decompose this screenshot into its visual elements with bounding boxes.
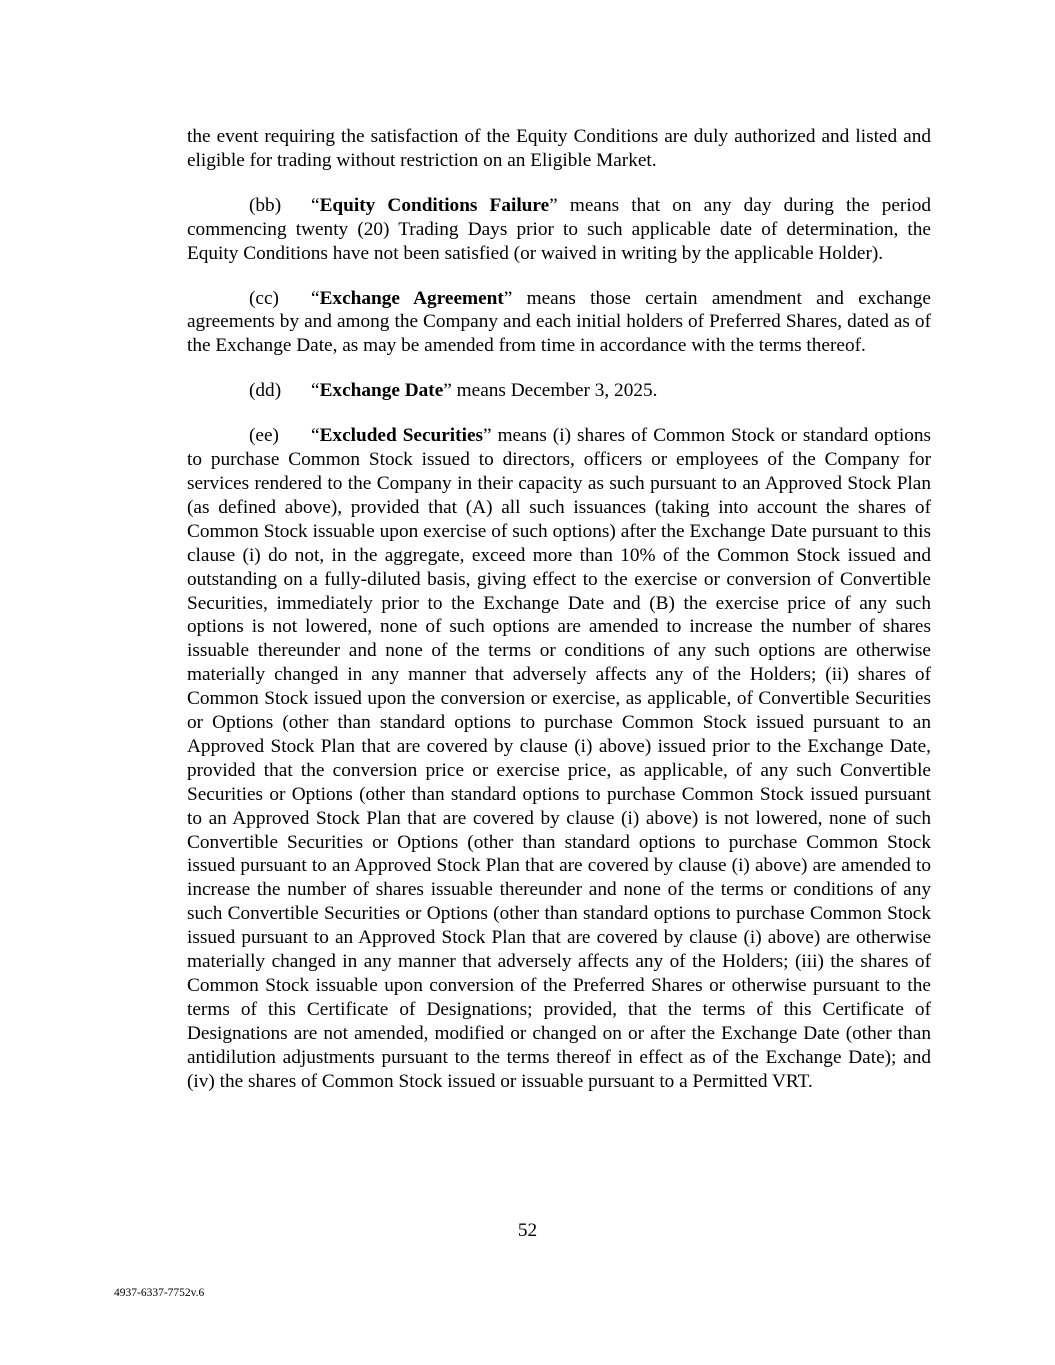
defined-term: Excluded Securities <box>319 425 484 447</box>
definition-label: (dd) <box>249 380 282 402</box>
open-quote: “ <box>311 287 320 309</box>
page-number: 52 <box>517 1220 538 1241</box>
document-body <box>187 125 931 1115</box>
defined-term: Equity Conditions Failure <box>319 194 550 216</box>
definition-text: means those certain amendment and exchange agreements by and among the Company and each initial holders of Preferred Shares, dated as of the Exchange Date, as may be amended from time in accordance with the terms thereof. <box>187 287 931 357</box>
definition-text: means (i) shares of Common Stock or standard options to purchase Common Stock issued to directors, officers or employees of the Company for services rendered to the Company in their capacity as such pursuant to an Approved Stock Plan (as defined above), provided that (A) all such issuances (taking into account the shares of Common Stock issuable upon exercise of such options) after the Exchange Date pursuant to this clause (i) do not, in the aggregate, exceed more than 10% of the Common Stock issued and outstanding on a fully-diluted basis, giving effect to the exercise or conversion of Convertible Securities, immediately prior to the Exchange Date and (B) the exercise price of any such options is not lowered, none of such options are amended to increase the number of shares issuable thereunder and none of the terms or conditions of any such options are otherwise materially changed in any manner that adversely affects any of the Holders; (ii) shares of Common Stock issued upon the conversion or exercise, as applicable, of Convertible Securities or Options (other than standard options to purchase Common Stock issued pursuant to an Approved Stock Plan that are covered by clause (i) above) issued prior to the Exchange Date, provided that the conversion price or exercise price, as applicable, of any such Convertible Securities or Options (other than standard options to purchase Common Stock issued pursuant to an Approved Stock Plan that are covered by clause (i) above) is not lowered, none of such Convertible Securities or Options (other than standard options to purchase Common Stock issued pursuant to an Approved Stock Plan that are covered by clause (i) above) are amended to increase the number of shares issuable thereunder and none of the terms or conditions of any such Convertible Securities or Options (other than standard options to purchase Common Stock issued pursuant to an Approved Stock Plan that are covered by clause (i) above) are otherwise materially changed in any manner that adversely affects any of the Holders; (iii) the shares of Common Stock issuable upon conversion of the Preferred Shares or otherwise pursuant to the terms of this Certificate of Designations; provided, that the terms of this Certificate of Designations are not amended, modified or changed on or after the Exchange Date (other than antidilution adjustments pursuant to the terms thereof in effect as of the Exchange Date); and (iv) the shares of Common Stock issued or issuable pursuant to a Permitted VRT. <box>187 425 931 1092</box>
defined-term: Exchange Date <box>319 380 444 402</box>
close-quote: ” <box>503 287 513 309</box>
definition-label: (bb) <box>249 194 282 216</box>
open-quote: “ <box>311 425 320 447</box>
close-quote: ” <box>443 380 452 402</box>
close-quote: ” <box>549 194 558 216</box>
document-id: 4937-6337-7752v.6 <box>114 1287 205 1299</box>
definition-dd <box>187 379 931 403</box>
definition-label: (ee) <box>249 425 279 447</box>
continuation-text: the event requiring the satisfaction of the Equity Conditions are duly authorized and listed and eligible for trading without restriction on an Eligible Market. <box>187 126 931 171</box>
close-quote: ” <box>483 425 492 447</box>
definition-ee <box>187 424 931 1093</box>
continuation-paragraph <box>187 125 931 173</box>
definition-bb <box>187 194 931 266</box>
definition-text: means December 3, 2025. <box>451 380 658 402</box>
open-quote: “ <box>311 194 320 216</box>
definition-text: means that on any day during the period commencing twenty (20) Trading Days prior to such applicable date of determination, the Equity Conditions have not been satisfied (or waived in writing by the applicable Holder). <box>187 194 931 264</box>
definition-cc <box>187 287 931 359</box>
definition-label: (cc) <box>249 287 279 309</box>
open-quote: “ <box>311 380 320 402</box>
defined-term: Exchange Agreement <box>319 287 504 309</box>
